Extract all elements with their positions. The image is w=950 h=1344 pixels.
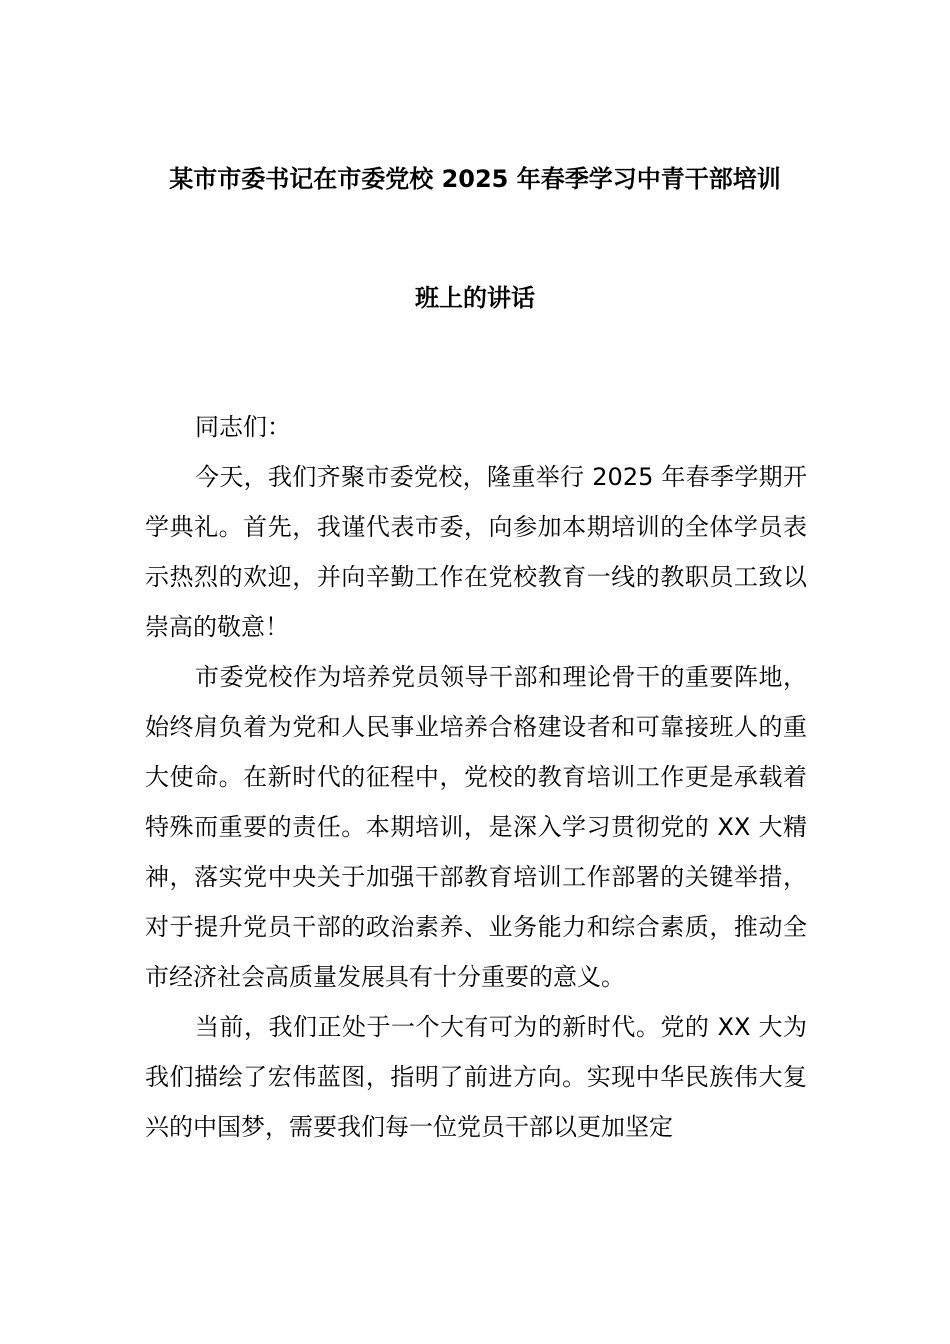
body-paragraph: 当前，我们正处于一个大有可为的新时代。党的 XX 大为我们描绘了宏伟蓝图，指明了前进方向。实现中华民族伟大复兴的中国梦，需要我们每一位党员干部以更加坚定 [145, 1013, 807, 1141]
document-title-line-1: 某市市委书记在市委党校 2025 年春季学习中青干部培训 [169, 165, 781, 193]
body-paragraph: 今天，我们齐聚市委党校，隆重举行 2025 年春季学期开学典礼。首先，我谨代表市委，向参加本期培训的全体学员表示热烈的欢迎，并向辛勤工作在党校教育一线的教职员工致以崇高的敬意！ [145, 463, 807, 641]
salutation-paragraph: 同志们： [195, 413, 291, 441]
document-title-line-2: 班上的讲话 [415, 284, 535, 312]
body-paragraph: 市委党校作为培养党员领导干部和理论骨干的重要阵地，始终肩负着为党和人民事业培养合格建设者和可靠接班人的重大使命。在新时代的征程中，党校的教育培训工作更是承载着特殊而重要的责任。本期培训，是深入学习贯彻党的 XX 大精神，落实党中央关于加强干部教育培训工作部署的关键举措，对于提升党员干部的政治素养、业务能力和综合素质，推动全市经济社会高质量发展具有十分重要的意义。 [145, 663, 807, 991]
document-body [145, 402, 807, 1152]
